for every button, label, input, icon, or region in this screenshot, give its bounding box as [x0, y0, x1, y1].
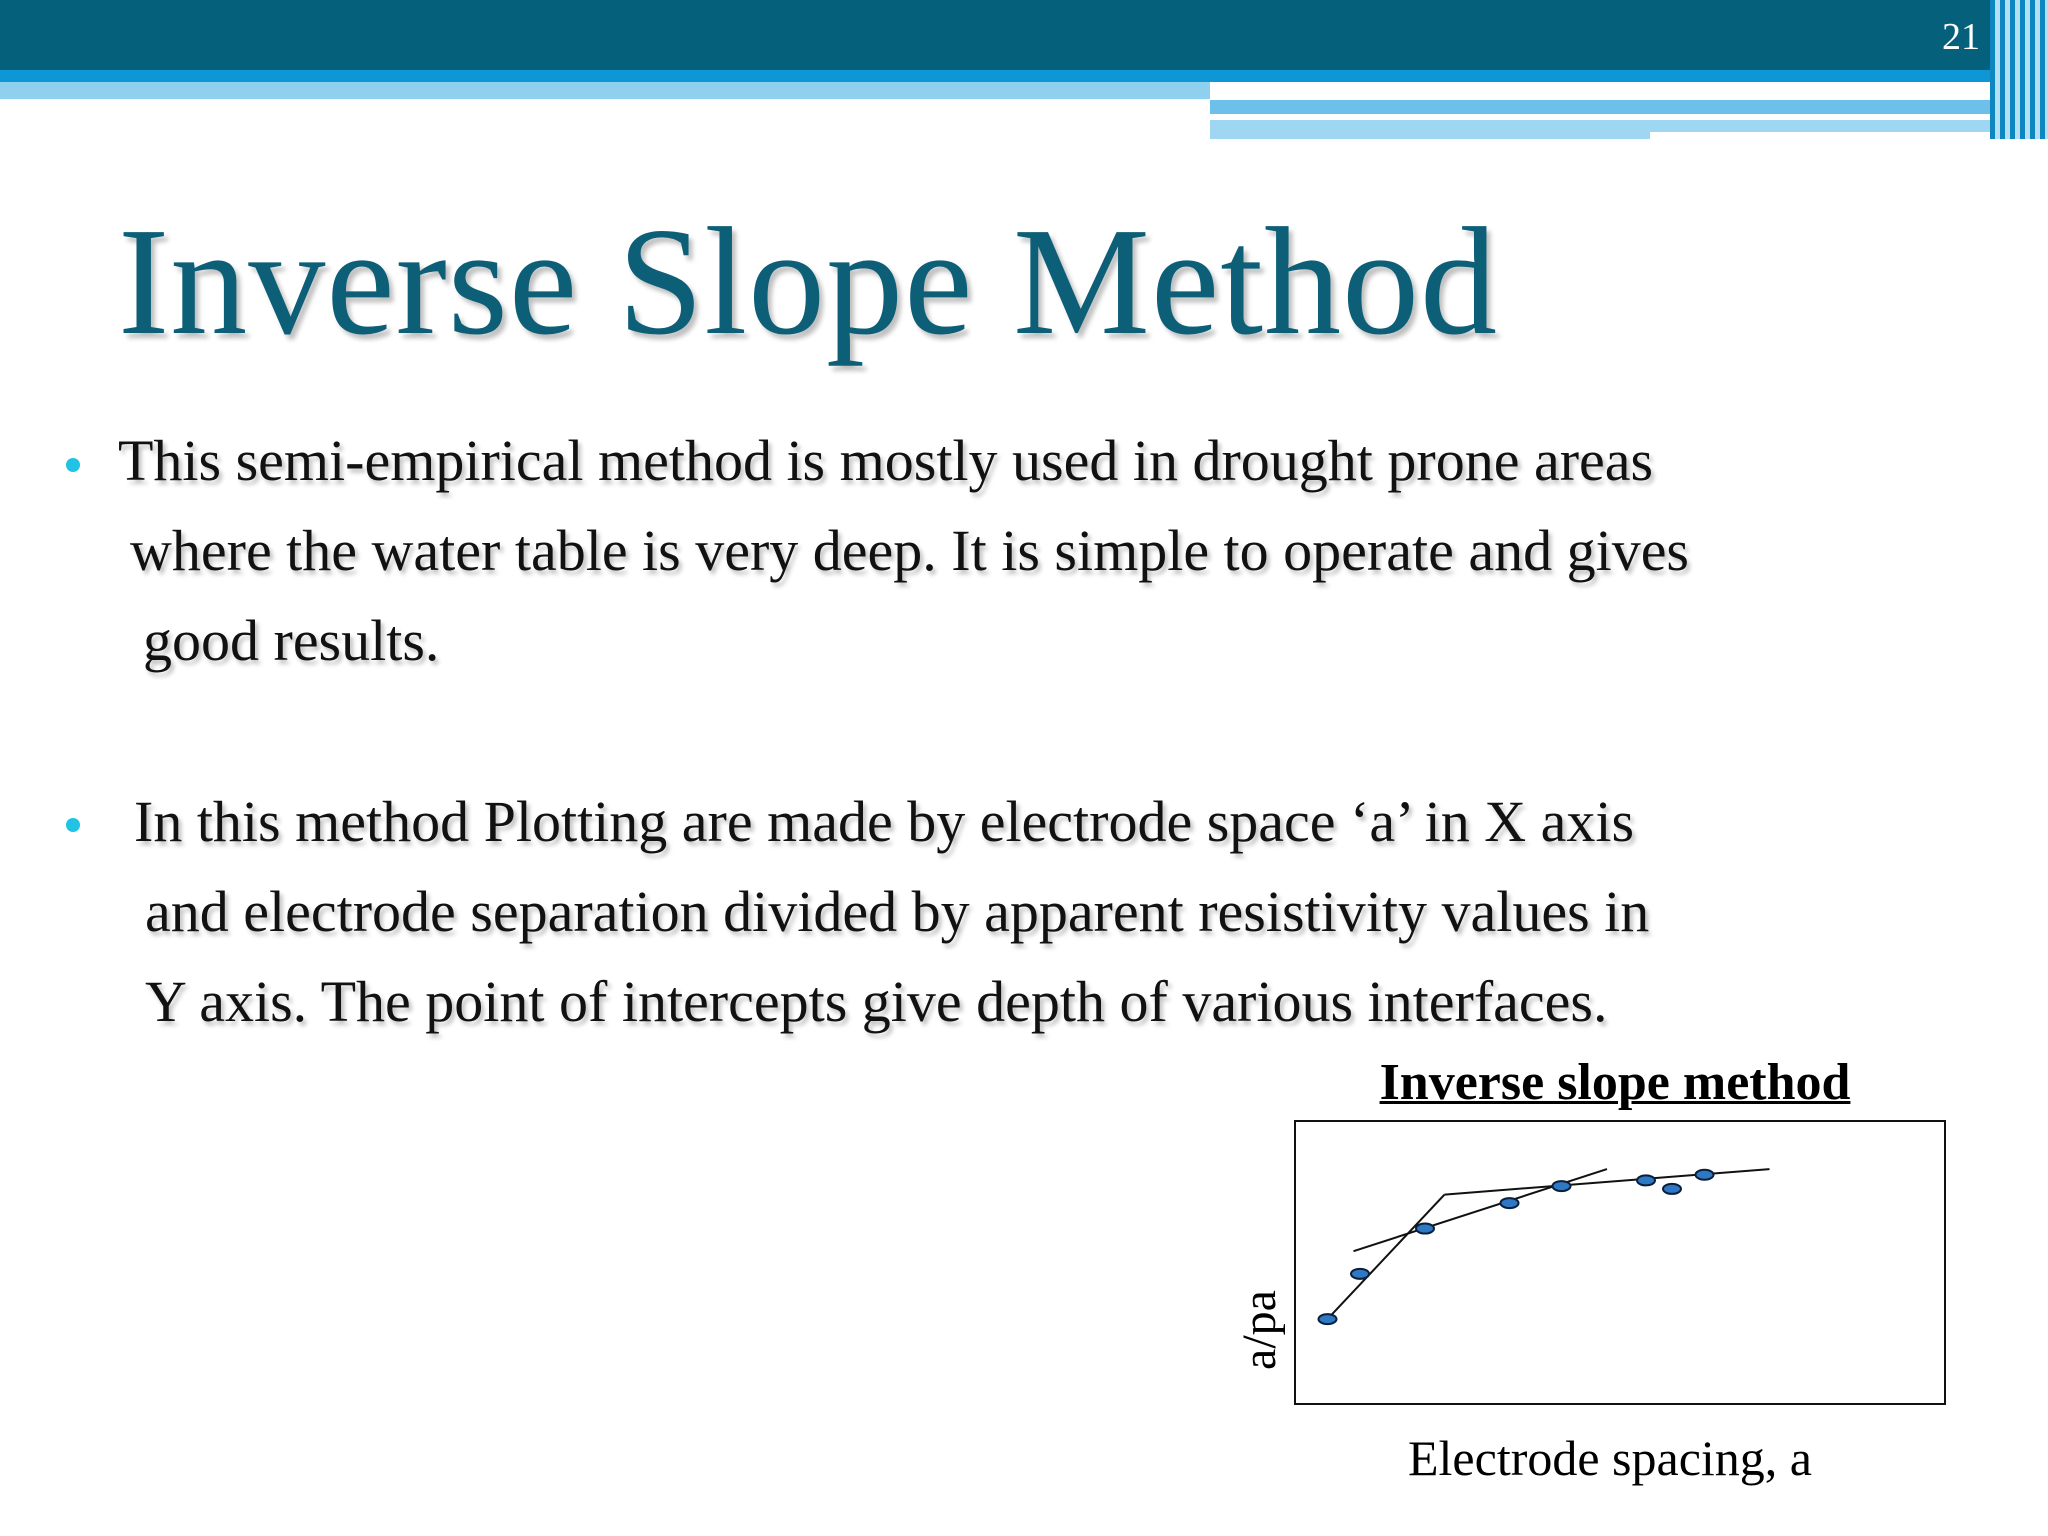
- chart-points: [1319, 1170, 1714, 1324]
- header-stripe: [0, 70, 1990, 82]
- bullet-dot-icon: [66, 818, 80, 832]
- data-point-5: [1553, 1181, 1571, 1191]
- slide-number: 21: [1942, 16, 1980, 58]
- bullet-2-line-3: Y axis. The point of intercepts give depth of various interfaces.: [145, 969, 1608, 1034]
- slide-title: Inverse Slope Method: [118, 197, 1499, 367]
- data-point-2: [1351, 1269, 1369, 1279]
- chart-x-axis-label: Electrode spacing, a: [1408, 1430, 1812, 1486]
- data-point-3: [1416, 1224, 1434, 1234]
- data-point-4: [1501, 1198, 1519, 1208]
- chart-y-axis-label: a/pa: [1233, 1290, 1286, 1370]
- bullet-1-line-1: This semi-empirical method is mostly used in drought prone areas: [118, 428, 1654, 493]
- fit-line-1: [1328, 1195, 1445, 1320]
- chart-fit-lines: [1328, 1169, 1770, 1319]
- data-point-6: [1637, 1175, 1655, 1185]
- bullet-dot-icon: [66, 458, 80, 472]
- fit-line-3: [1445, 1169, 1770, 1194]
- header-stripe: [1210, 100, 1990, 114]
- data-point-1: [1319, 1314, 1337, 1324]
- inverse-slope-chart: [1290, 1118, 1950, 1408]
- data-point-8: [1696, 1170, 1714, 1180]
- bullet-1-line-3: good results.: [143, 608, 440, 673]
- header-stripe: [0, 82, 1210, 99]
- header-stripe-gap: [1650, 132, 1990, 139]
- data-point-7: [1663, 1184, 1681, 1194]
- chart-title: Inverse slope method: [1379, 1054, 1851, 1111]
- header-vertical-bars: [1990, 0, 2048, 139]
- fit-line-2: [1354, 1169, 1608, 1251]
- bullet-2-line-1: In this method Plotting are made by electrode space ‘a’ in X axis: [134, 789, 1635, 854]
- bullet-2-line-2: and electrode separation divided by apparent resistivity values in: [145, 879, 1650, 944]
- header-band: [0, 0, 2048, 70]
- bullet-1-line-2: where the water table is very deep. It is simple to operate and gives: [130, 518, 1690, 583]
- chart-frame: [1295, 1121, 1945, 1404]
